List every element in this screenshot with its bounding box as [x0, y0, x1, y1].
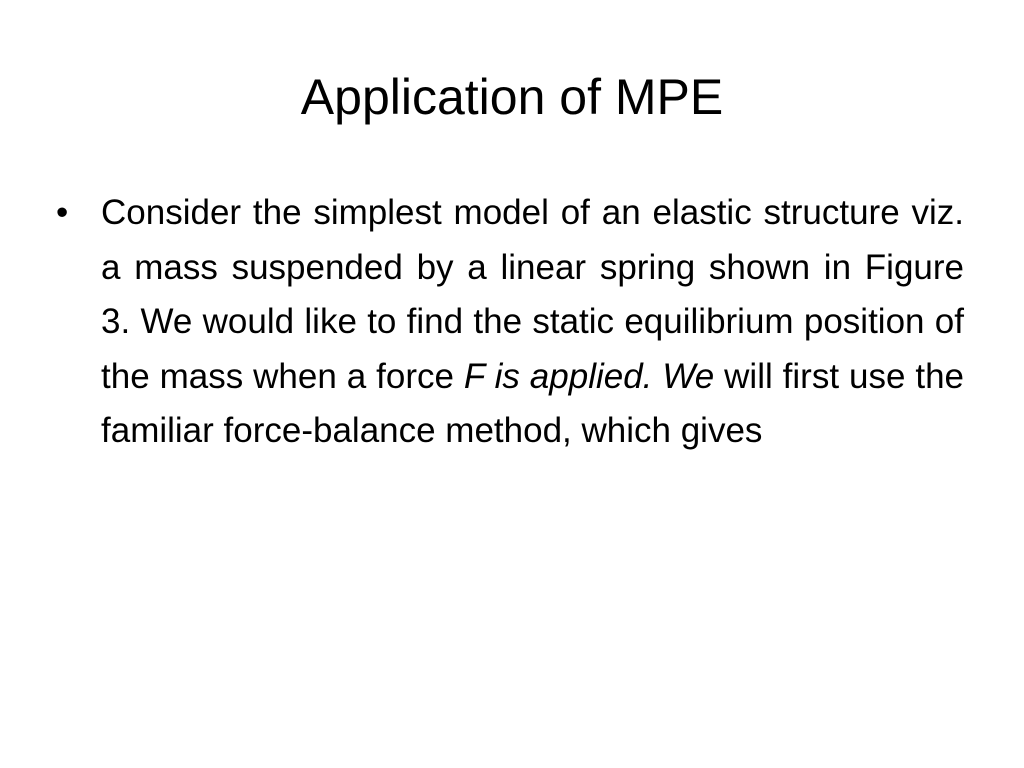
bullet-text-segment: will first use the familiar force-balance method, which gives	[101, 356, 965, 450]
bullet-text-segment: Consider the simplest model of an elastic structure viz. a mass suspended by a linear spring shown in Figure 3. We would like to find the static equilibrium position of the mass when a force	[101, 193, 964, 396]
bullet-text-italic-segment: F is applied. We	[463, 356, 715, 396]
slide-title: Application of MPE	[300, 69, 724, 125]
bullet-marker: •	[56, 193, 69, 232]
bullet-item	[56, 186, 964, 459]
bullet-list	[56, 186, 964, 459]
